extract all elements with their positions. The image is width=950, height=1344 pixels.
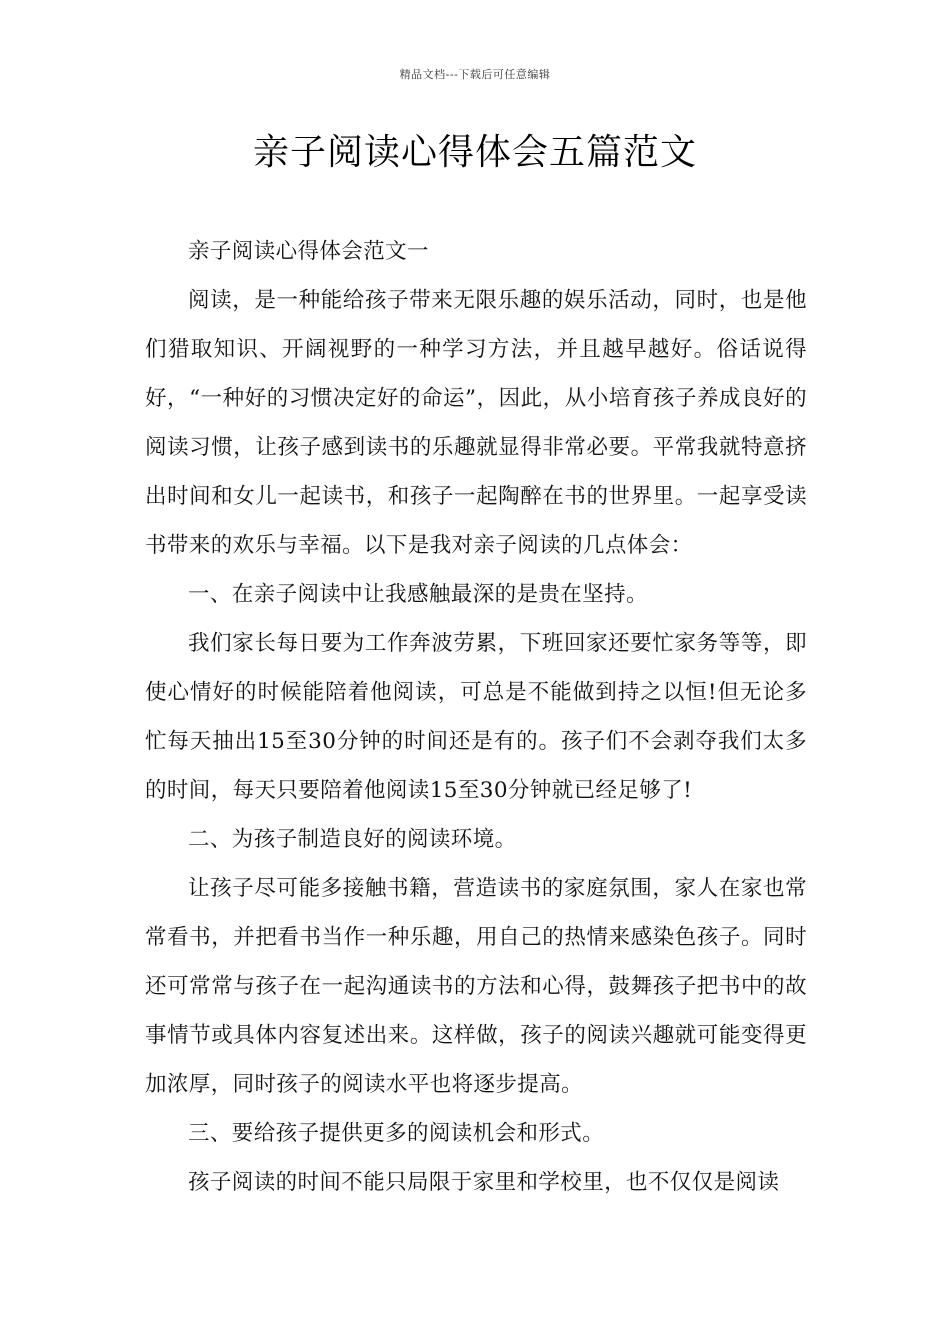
document-body — [145, 227, 807, 1207]
paragraph-point-1: 我们家长每日要为工作奔波劳累，下班回家还要忙家务等等，即使心情好的时候能陪着他阅读，可总是不能做到持之以恒!但无论多忙每天抽出15至30分钟的时间还是有的。孩子们不会剥夺我们太多的时间，每天只要陪着他阅读15至30分钟就已经足够了! — [145, 631, 807, 803]
paragraph-intro: 阅读，是一种能给孩子带来无限乐趣的娱乐活动，同时，也是他们猎取知识、开阔视野的一种学习方法，并且越早越好。俗话说得好，“一种好的习惯决定好的命运”，因此，从小培育孩子养成良好的阅读习惯，让孩子感到读书的乐趣就显得非常必要。平常我就特意挤出时间和女儿一起读书，和孩子一起陶醉在书的世界里。一起享受读书带来的欢乐与幸福。以下是我对亲子阅读的几点体会： — [145, 288, 807, 558]
paragraph-point-2: 让孩子尽可能多接触书籍，营造读书的家庭氛围，家人在家也常常看书，并把看书当作一种乐趣，用自己的热情来感染色孩子。同时还可常常与孩子在一起沟通读书的方法和心得，鼓舞孩子把书中的故事情节或具体内容复述出来。这样做，孩子的阅读兴趣就可能变得更加浓厚，同时孩子的阅读水平也将逐步提高。 — [145, 876, 807, 1097]
header-note: 精品文档---下载后可任意编辑 — [399, 68, 551, 81]
document-title: 亲子阅读心得体会五篇范文 — [252, 132, 697, 173]
point-heading-1: 一、在亲子阅读中让我感触最深的是贵在坚持。 — [188, 582, 648, 607]
point-heading-3: 三、要给孩子提供更多的阅读机会和形式。 — [188, 1121, 605, 1146]
section-heading-1: 亲子阅读心得体会范文一 — [188, 239, 429, 264]
paragraph-point-3: 孩子阅读的时间不能只局限于家里和学校里，也不仅仅是阅读 — [188, 1170, 780, 1195]
point-heading-2: 二、为孩子制造良好的阅读环境。 — [188, 827, 517, 852]
